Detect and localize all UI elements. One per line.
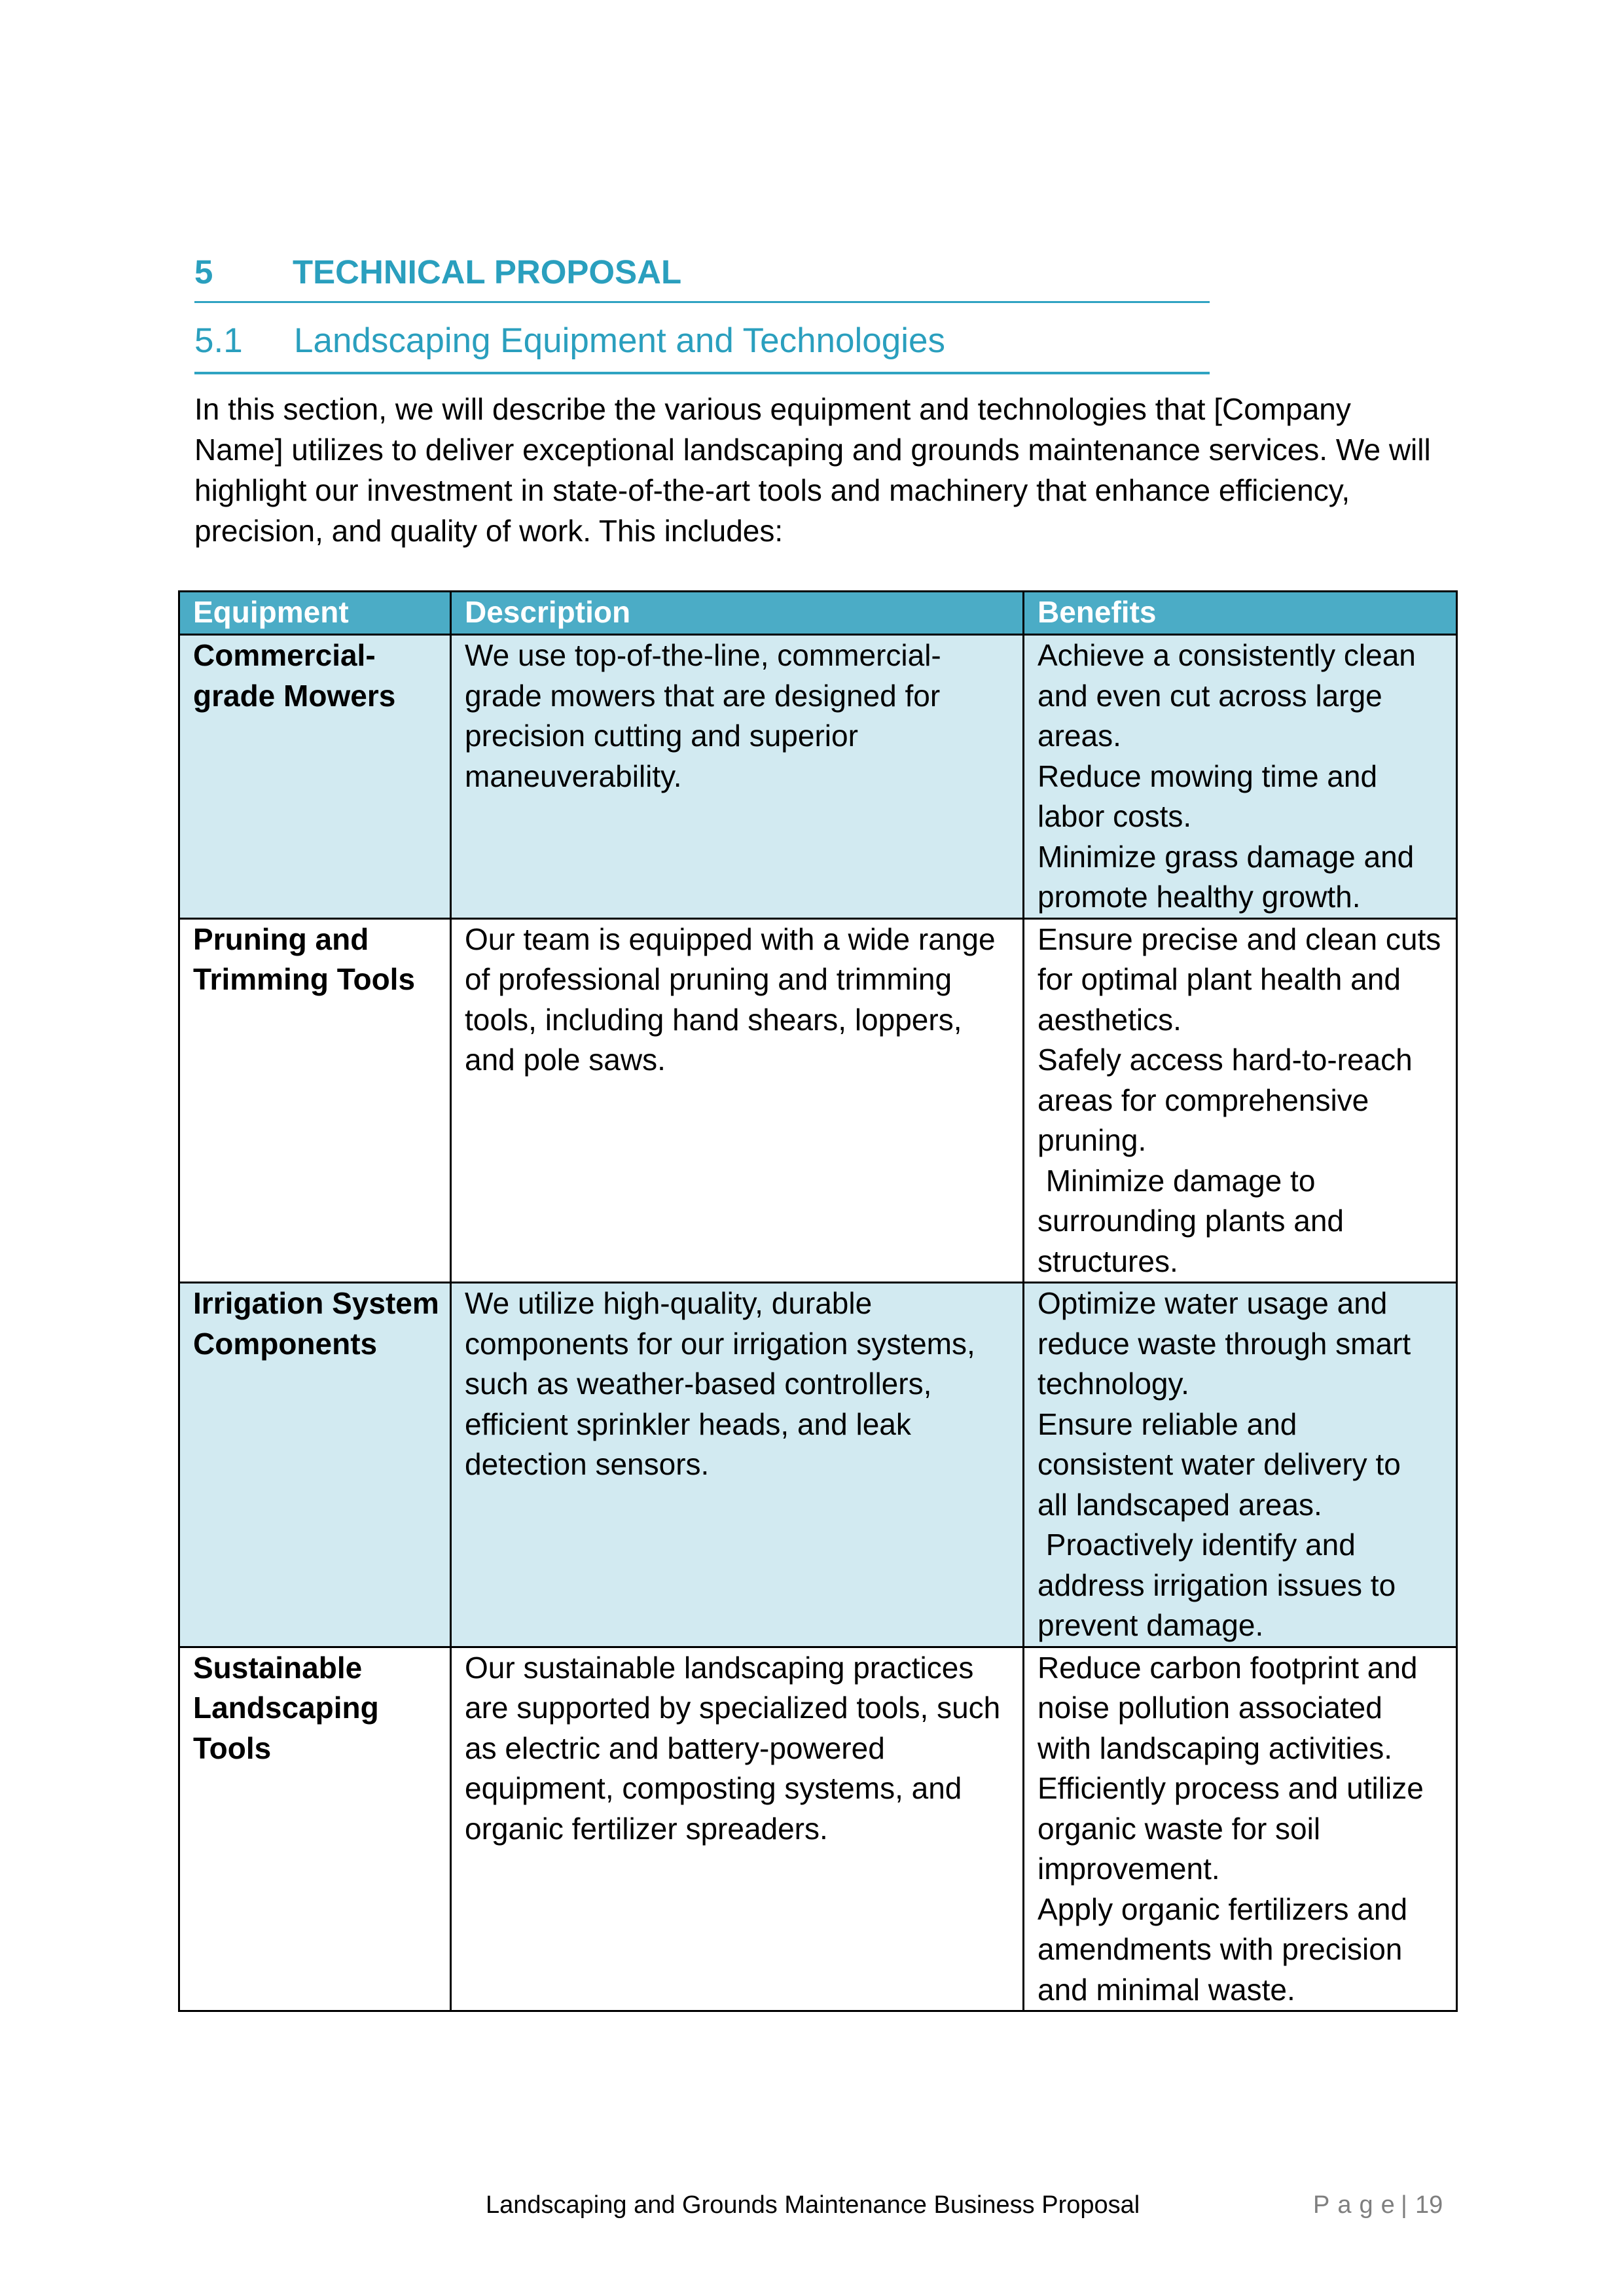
cell-line: Irrigation System	[193, 1286, 439, 1320]
cell-line: We utilize high-quality, durable	[465, 1286, 873, 1320]
footer-document-title: Landscaping and Grounds Maintenance Business Proposal	[486, 2191, 1140, 2219]
cell-line: structures.	[1038, 1244, 1178, 1278]
cell-line: of professional pruning and trimming	[465, 962, 952, 996]
cell-line: Minimize damage to	[1038, 1163, 1316, 1198]
equipment-cell	[179, 1647, 451, 2011]
cell-line: Tools	[193, 1731, 272, 1765]
cell-line: amendments with precision	[1038, 1932, 1403, 1966]
column-header-equipment: Equipment	[179, 592, 451, 635]
cell-line: Our sustainable landscaping practices	[465, 1650, 974, 1685]
cell-line: prevent damage.	[1038, 1608, 1264, 1642]
cell-line: as electric and battery-powered	[465, 1731, 885, 1765]
cell-line: aesthetics.	[1038, 1002, 1182, 1037]
section-number: 5	[194, 253, 213, 291]
cell-line: all landscaped areas.	[1038, 1487, 1322, 1522]
cell-line: Ensure precise and clean cuts	[1038, 922, 1441, 956]
section-heading	[194, 253, 1210, 303]
cell-line: are supported by specialized tools, such	[465, 1691, 1001, 1725]
cell-line: Minimize grass damage and	[1038, 839, 1415, 874]
cell-line: and even cut across large	[1038, 678, 1382, 713]
description-cell	[451, 918, 1024, 1283]
cell-line: address irrigation issues to	[1038, 1568, 1396, 1602]
benefits-cell	[1024, 1647, 1457, 2011]
cell-line: areas.	[1038, 719, 1121, 753]
intro-line: Name] utilizes to deliver exceptional landscaping and grounds maintenance services. We will	[194, 433, 1431, 467]
cell-line: Achieve a consistently clean	[1038, 638, 1416, 672]
cell-line: Proactively identify and	[1038, 1528, 1356, 1562]
cell-line: Reduce mowing time and	[1038, 759, 1378, 793]
table-row	[179, 1283, 1457, 1647]
cell-line: noise pollution associated	[1038, 1691, 1382, 1725]
cell-line: Trimming Tools	[193, 962, 416, 996]
cell-line: technology.	[1038, 1367, 1189, 1401]
cell-line: Safely access hard-to-reach	[1038, 1043, 1413, 1077]
table-row	[179, 918, 1457, 1283]
description-cell	[451, 635, 1024, 919]
cell-line: reduce waste through smart	[1038, 1326, 1411, 1361]
cell-line: Sustainable	[193, 1650, 363, 1685]
cell-line: equipment, composting systems, and	[465, 1771, 962, 1805]
description-cell	[451, 1647, 1024, 2011]
cell-line: Efficiently process and utilize	[1038, 1771, 1424, 1805]
footer-page-number: 19	[1415, 2191, 1443, 2219]
cell-line: Pruning and	[193, 922, 369, 956]
footer-page-label: Page	[1313, 2191, 1403, 2219]
cell-line: promote healthy growth.	[1038, 880, 1361, 914]
intro-line: In this section, we will describe the various equipment and technologies that [Company	[194, 392, 1351, 426]
table-row	[179, 1647, 1457, 2011]
subsection-title: Landscaping Equipment and Technologies	[294, 321, 945, 360]
cell-line: areas for comprehensive	[1038, 1083, 1369, 1117]
cell-line: and pole saws.	[465, 1043, 666, 1077]
benefits-cell	[1024, 635, 1457, 919]
cell-line: maneuverability.	[465, 759, 682, 793]
cell-line: labor costs.	[1038, 799, 1192, 833]
cell-line: surrounding plants and	[1038, 1204, 1344, 1238]
cell-line: tools, including hand shears, loppers,	[465, 1002, 962, 1037]
cell-line: such as weather-based controllers,	[465, 1367, 932, 1401]
cell-line: components for our irrigation systems,	[465, 1326, 975, 1361]
cell-line: organic waste for soil	[1038, 1811, 1321, 1846]
cell-line: Optimize water usage and	[1038, 1286, 1388, 1320]
cell-line: We use top-of-the-line, commercial-	[465, 638, 941, 672]
cell-line: grade Mowers	[193, 678, 396, 713]
cell-line: efficient sprinkler heads, and leak	[465, 1407, 911, 1441]
subsection-number: 5.1	[194, 321, 243, 360]
table-row	[179, 635, 1457, 919]
column-header-description: Description	[451, 592, 1024, 635]
equipment-cell	[179, 1283, 451, 1647]
equipment-table	[178, 590, 1458, 2012]
cell-line: and minimal waste.	[1038, 1972, 1295, 2007]
cell-line: Commercial-	[193, 638, 376, 672]
subsection-heading	[194, 321, 1210, 374]
footer-separator: |	[1401, 2191, 1407, 2219]
column-header-benefits: Benefits	[1024, 592, 1457, 635]
benefits-cell	[1024, 1283, 1457, 1647]
section-title: TECHNICAL PROPOSAL	[293, 253, 682, 291]
cell-line: grade mowers that are designed for	[465, 678, 941, 713]
cell-line: Landscaping	[193, 1691, 379, 1725]
cell-line: for optimal plant health and	[1038, 962, 1401, 996]
equipment-cell	[179, 635, 451, 919]
benefits-cell	[1024, 918, 1457, 1283]
cell-line: pruning.	[1038, 1123, 1147, 1157]
cell-line: Ensure reliable and	[1038, 1407, 1297, 1441]
cell-line: detection sensors.	[465, 1447, 710, 1481]
cell-line: Our team is equipped with a wide range	[465, 922, 996, 956]
intro-paragraph	[194, 389, 1471, 551]
cell-line: improvement.	[1038, 1852, 1220, 1886]
cell-line: precision cutting and superior	[465, 719, 858, 753]
description-cell	[451, 1283, 1024, 1647]
cell-line: organic fertilizer spreaders.	[465, 1811, 828, 1846]
cell-line: with landscaping activities.	[1038, 1731, 1393, 1765]
table-header-row	[179, 592, 1457, 635]
cell-line: consistent water delivery to	[1038, 1447, 1401, 1481]
cell-line: Apply organic fertilizers and	[1038, 1892, 1408, 1926]
equipment-cell	[179, 918, 451, 1283]
intro-line: highlight our investment in state-of-the-art tools and machinery that enhance efficiency,	[194, 473, 1350, 507]
cell-line: Reduce carbon footprint and	[1038, 1650, 1418, 1685]
cell-line: Components	[193, 1326, 378, 1361]
intro-line: precision, and quality of work. This includes:	[194, 514, 784, 548]
